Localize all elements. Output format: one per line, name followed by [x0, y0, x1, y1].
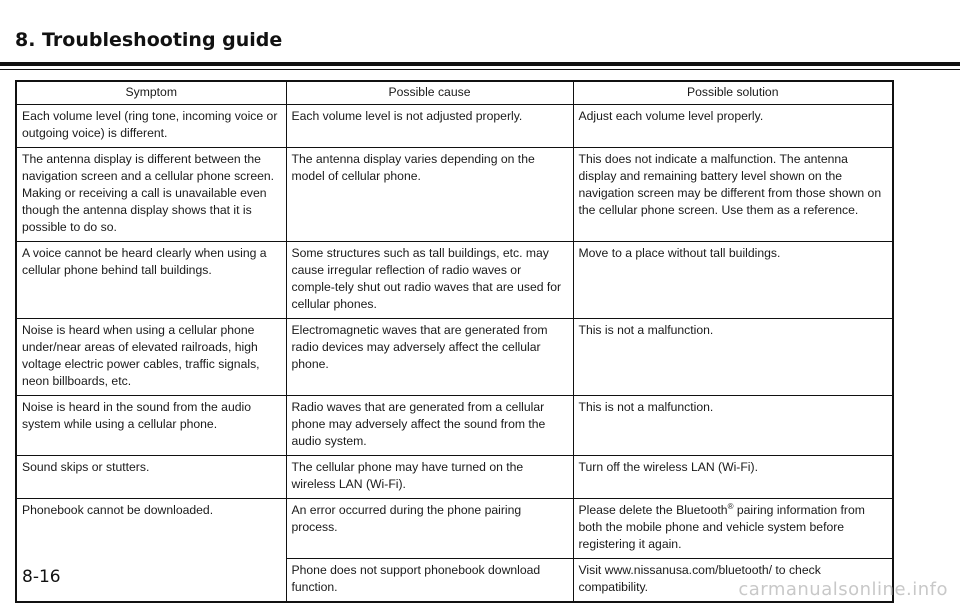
solution-cell: This is not a malfunction.: [573, 396, 893, 456]
symptom-cell: A voice cannot be heard clearly when using a cellular phone behind tall buildings.: [16, 242, 286, 319]
cause-cell: Some structures such as tall buildings, etc. may cause irregular reflection of radio waves or comple-tely shut out radio waves that are used for cellular phones.: [286, 242, 573, 319]
page-number: 8-16: [22, 567, 61, 587]
table-row: [16, 242, 893, 319]
solution-cell: Turn off the wireless LAN (Wi-Fi).: [573, 456, 893, 499]
section-title: 8. Troubleshooting guide: [15, 29, 283, 51]
registered-mark: ®: [727, 501, 734, 511]
title-rule-thin: [0, 69, 960, 70]
cause-cell: Electromagnetic waves that are generated from radio devices may adversely affect the cellular phone.: [286, 319, 573, 396]
table-header-row: [16, 81, 893, 105]
title-rule-thick: [0, 62, 960, 66]
header-possible-cause: Possible cause: [286, 81, 573, 105]
symptom-cell: Noise is heard when using a cellular phone under/near areas of elevated railroads, high voltage electric power cables, traffic signals, neon billboards, etc.: [16, 319, 286, 396]
cause-cell: An error occurred during the phone pairing process.: [286, 499, 573, 559]
cause-cell: Radio waves that are generated from a cellular phone may adversely affect the sound from the audio system.: [286, 396, 573, 456]
cause-cell: The antenna display varies depending on the model of cellular phone.: [286, 148, 573, 242]
solution-cell: Adjust each volume level properly.: [573, 105, 893, 148]
solution-cell: Visit www.nissanusa.com/bluetooth/ to check compatibility.: [573, 559, 893, 603]
symptom-cell: Phonebook cannot be downloaded.: [16, 499, 286, 603]
table-row: [16, 499, 893, 559]
table-row: [16, 319, 893, 396]
cause-cell: Phone does not support phonebook download function.: [286, 559, 573, 603]
cause-cell: Each volume level is not adjusted properly.: [286, 105, 573, 148]
table-row: [16, 456, 893, 499]
solution-cell: Move to a place without tall buildings.: [573, 242, 893, 319]
solution-cell: [573, 499, 893, 559]
solution-cell: This does not indicate a malfunction. The antenna display and remaining battery level shown on the navigation screen may be different from those shown on the cellular phone screen. Use them as a reference.: [573, 148, 893, 242]
cause-cell: The cellular phone may have turned on the wireless LAN (Wi-Fi).: [286, 456, 573, 499]
header-possible-solution: Possible solution: [573, 81, 893, 105]
symptom-cell: Each volume level (ring tone, incoming voice or outgoing voice) is different.: [16, 105, 286, 148]
solution-text-pre: Please delete the Bluetooth: [578, 503, 728, 517]
symptom-cell: Sound skips or stutters.: [16, 456, 286, 499]
symptom-cell: The antenna display is different between the navigation screen and a cellular phone screen. Making or receiving a call is unavailable even though the antenna display shows that it is possible to do so.: [16, 148, 286, 242]
header-symptom: Symptom: [16, 81, 286, 105]
table-row: [16, 148, 893, 242]
table-row: [16, 105, 893, 148]
solution-cell: This is not a malfunction.: [573, 319, 893, 396]
watermark: carmanualsonline.info: [738, 579, 948, 600]
table-row: [16, 396, 893, 456]
solution-text-post: pairing information from both the mobile phone and vehicle system before registering it again.: [578, 503, 865, 551]
symptom-cell: Noise is heard in the sound from the audio system while using a cellular phone.: [16, 396, 286, 456]
troubleshooting-table: [15, 80, 894, 603]
